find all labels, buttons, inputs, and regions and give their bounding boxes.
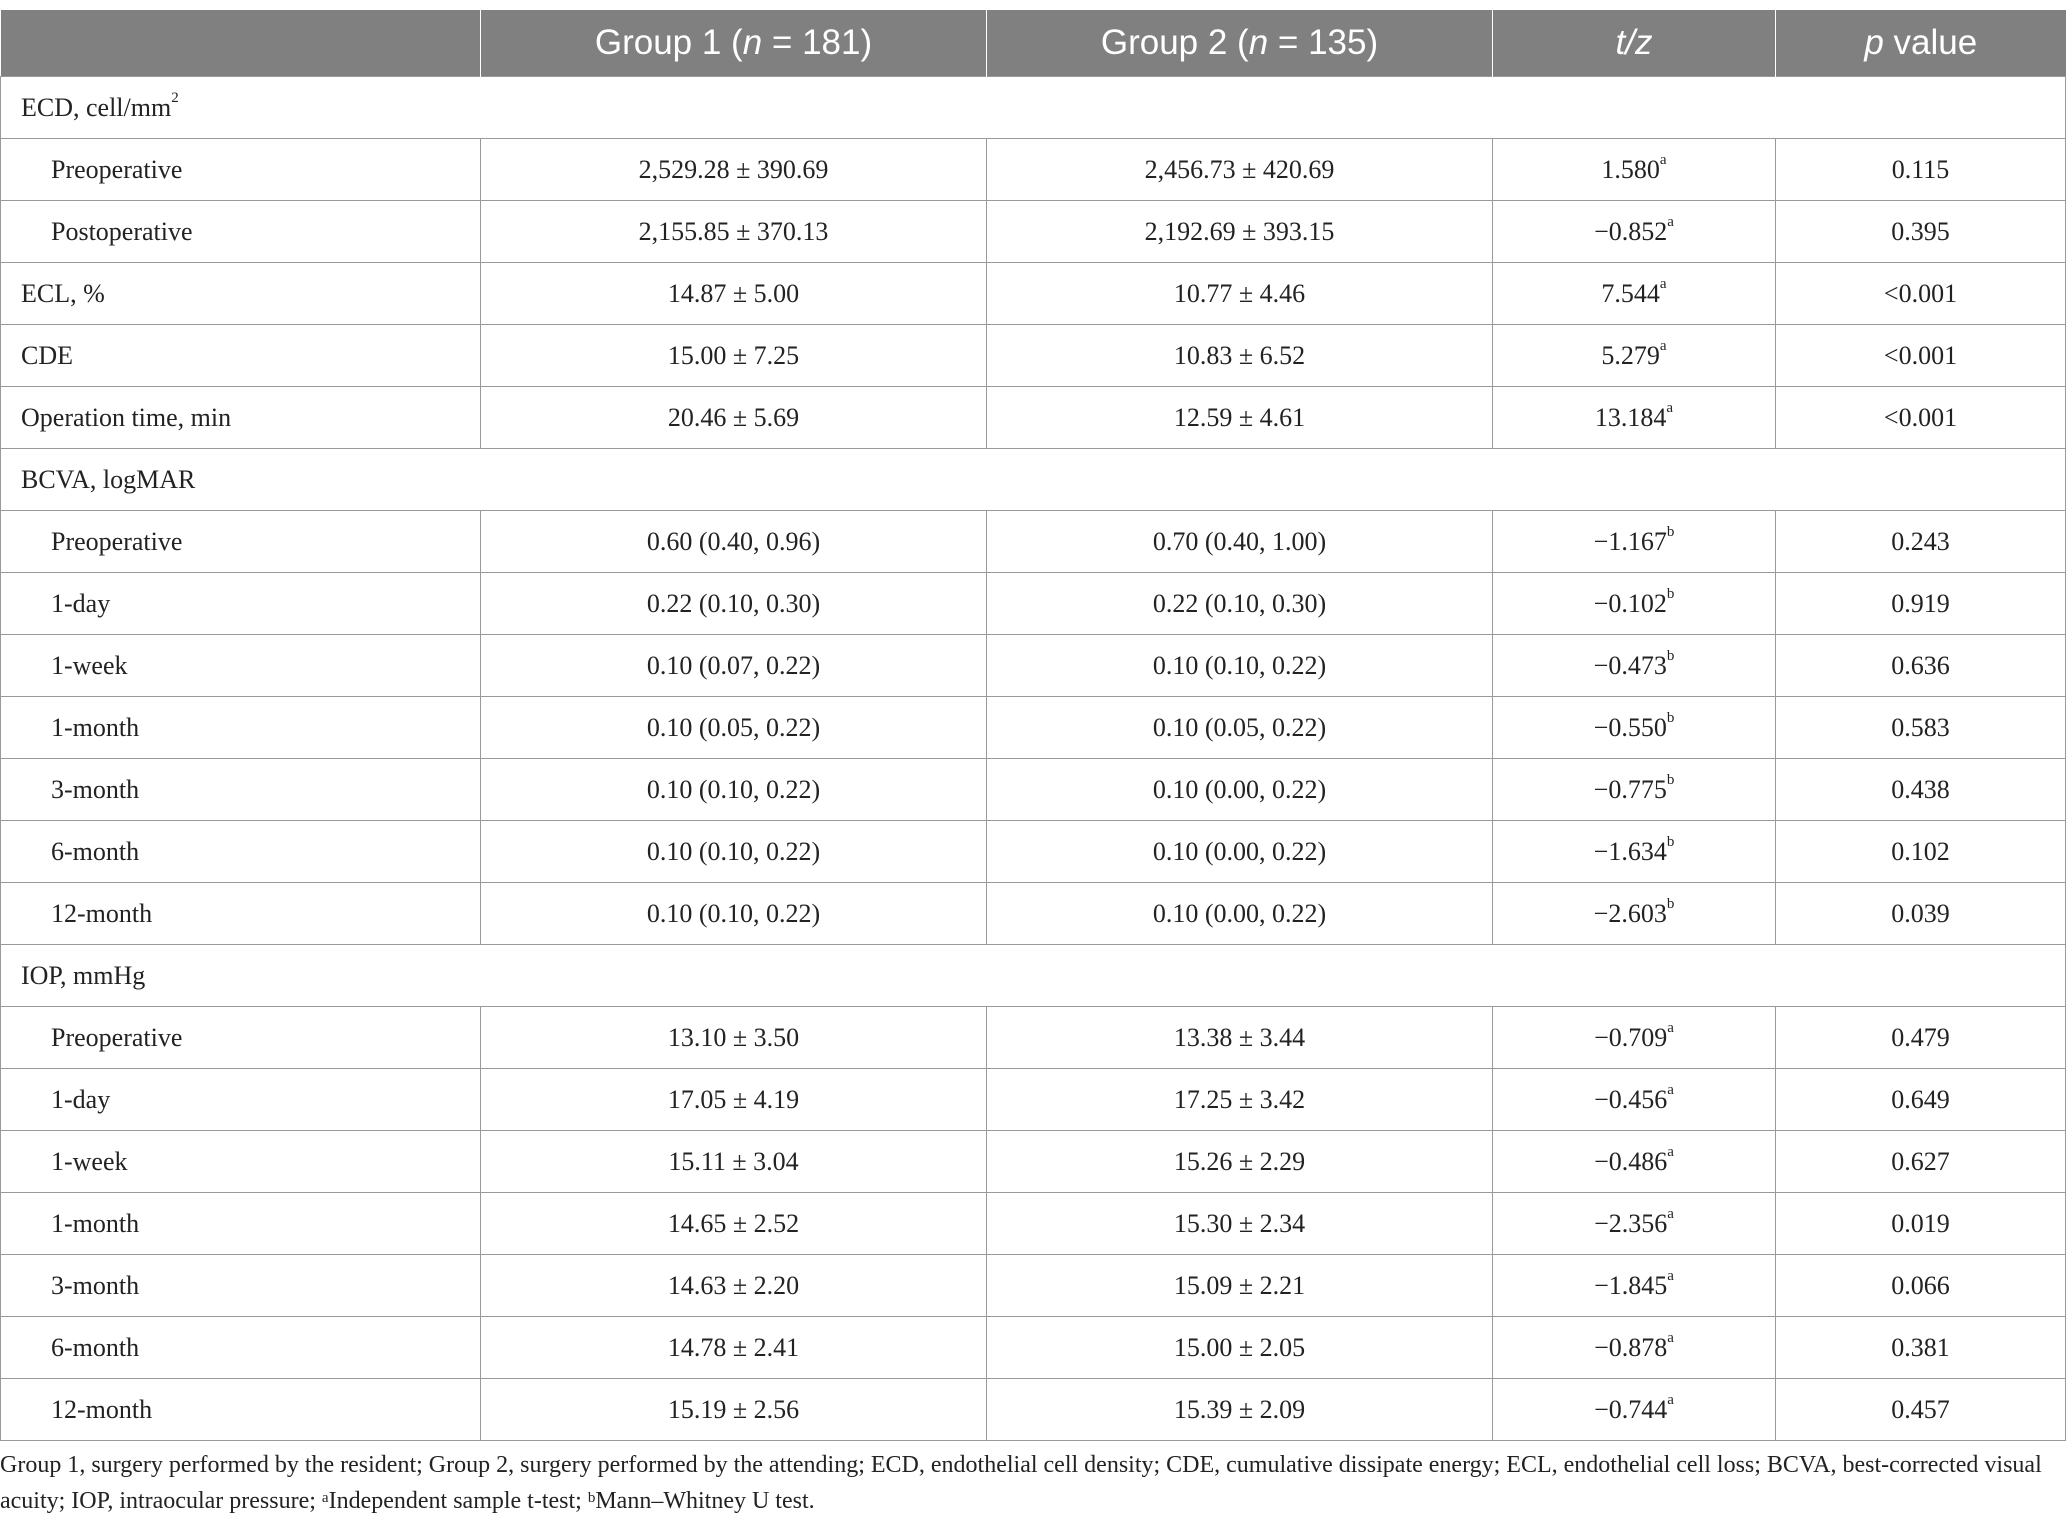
cell-tz: −0.878$^a$: [1493, 1317, 1776, 1379]
cell-pvalue: 0.636: [1776, 635, 2066, 697]
cell-tz: 7.544$^a$: [1493, 263, 1776, 325]
cell-pvalue: 0.381: [1776, 1317, 2066, 1379]
cell-tz: −0.473$^b$: [1493, 635, 1776, 697]
table-row: [1, 1379, 2066, 1441]
cell-pvalue: 0.627: [1776, 1131, 2066, 1193]
section-label: IOP, mmHg: [1, 945, 2066, 1007]
cell-tz: 5.279$^a$: [1493, 325, 1776, 387]
cell-group1: 14.78 ± 2.41: [481, 1317, 987, 1379]
results-table: [0, 10, 2066, 1441]
cell-group2: 10.83 ± 6.52: [987, 325, 1493, 387]
footnote-text-3: Mann–Whitney U test.: [595, 1488, 815, 1514]
cell-group1: 17.05 ± 4.19: [481, 1069, 987, 1131]
cell-pvalue: 0.438: [1776, 759, 2066, 821]
cell-tz: −0.775$^b$: [1493, 759, 1776, 821]
cell-tz: −2.356$^a$: [1493, 1193, 1776, 1255]
cell-pvalue: 0.102: [1776, 821, 2066, 883]
row-label: Operation time, min: [1, 387, 481, 449]
cell-group2: 0.10 (0.00, 0.22): [987, 759, 1493, 821]
row-label: 1-week: [1, 1131, 481, 1193]
cell-pvalue: 0.457: [1776, 1379, 2066, 1441]
cell-group1: 0.60 (0.40, 0.96): [481, 511, 987, 573]
footnote-sup-a: a: [321, 1490, 329, 1506]
footnote-text-1: Group 1, surgery performed by the resident; Group 2, surgery performed by the attending; ECD, endothelial cell density; CDE, cumulative dissipate energy; ECL, endothelial cell loss; BCVA, best-corrected visual acuity; IOP, intraocular pressure;: [0, 1452, 2048, 1514]
cell-group2: 0.10 (0.05, 0.22): [987, 697, 1493, 759]
cell-pvalue: 0.479: [1776, 1007, 2066, 1069]
cell-group2: 0.70 (0.40, 1.00): [987, 511, 1493, 573]
cell-tz: −0.456$^a$: [1493, 1069, 1776, 1131]
table-row: [1, 387, 2066, 449]
row-label: 12-month: [1, 1379, 481, 1441]
cell-group2: 12.59 ± 4.61: [987, 387, 1493, 449]
cell-group1: 0.10 (0.07, 0.22): [481, 635, 987, 697]
section-label: ECD, cell/$mm^2$: [1, 77, 2066, 139]
cell-group1: 0.10 (0.05, 0.22): [481, 697, 987, 759]
cell-group1: 15.11 ± 3.04: [481, 1131, 987, 1193]
cell-tz: −1.634$^b$: [1493, 821, 1776, 883]
cell-group2: 15.30 ± 2.34: [987, 1193, 1493, 1255]
row-label: 1-week: [1, 635, 481, 697]
row-label: 12-month: [1, 883, 481, 945]
cell-group2: 17.25 ± 3.42: [987, 1069, 1493, 1131]
cell-tz: −0.744$^a$: [1493, 1379, 1776, 1441]
row-label: Preoperative: [1, 511, 481, 573]
cell-pvalue: <0.001: [1776, 325, 2066, 387]
table-section-row: [1, 945, 2066, 1007]
table-row: [1, 821, 2066, 883]
table-row: [1, 325, 2066, 387]
cell-tz: −0.709$^a$: [1493, 1007, 1776, 1069]
cell-group2: 0.10 (0.00, 0.22): [987, 821, 1493, 883]
row-label: Preoperative: [1, 1007, 481, 1069]
cell-group1: 0.10 (0.10, 0.22): [481, 759, 987, 821]
cell-tz: −0.102$^b$: [1493, 573, 1776, 635]
row-label: 3-month: [1, 1255, 481, 1317]
cell-group2: 15.00 ± 2.05: [987, 1317, 1493, 1379]
section-label: BCVA, logMAR: [1, 449, 2066, 511]
table-row: [1, 759, 2066, 821]
cell-group2: 10.77 ± 4.46: [987, 263, 1493, 325]
footnote-sup-b: b: [587, 1490, 596, 1506]
table-row: [1, 697, 2066, 759]
cell-group1: 0.22 (0.10, 0.30): [481, 573, 987, 635]
table-section-row: [1, 77, 2066, 139]
table-row: [1, 1131, 2066, 1193]
cell-tz: −0.852$^a$: [1493, 201, 1776, 263]
table-body: [1, 77, 2066, 1441]
table-row: [1, 1255, 2066, 1317]
header-blank: [1, 10, 481, 77]
cell-group2: 2,456.73 ± 420.69: [987, 139, 1493, 201]
table-section-row: [1, 449, 2066, 511]
cell-group1: 2,529.28 ± 390.69: [481, 139, 987, 201]
cell-pvalue: 0.649: [1776, 1069, 2066, 1131]
cell-group1: 14.65 ± 2.52: [481, 1193, 987, 1255]
cell-group2: 0.22 (0.10, 0.30): [987, 573, 1493, 635]
table-row: [1, 1193, 2066, 1255]
table-row: [1, 263, 2066, 325]
table-row: [1, 635, 2066, 697]
table-row: [1, 511, 2066, 573]
cell-pvalue: 0.243: [1776, 511, 2066, 573]
table-footnote: [0, 1447, 2065, 1519]
cell-tz: −0.486$^a$: [1493, 1131, 1776, 1193]
cell-tz: −1.845$^a$: [1493, 1255, 1776, 1317]
cell-group1: 15.19 ± 2.56: [481, 1379, 987, 1441]
row-label: 1-month: [1, 1193, 481, 1255]
cell-pvalue: 0.019: [1776, 1193, 2066, 1255]
row-label: 1-day: [1, 1069, 481, 1131]
table-row: [1, 139, 2066, 201]
cell-group1: 15.00 ± 7.25: [481, 325, 987, 387]
cell-group2: 0.10 (0.00, 0.22): [987, 883, 1493, 945]
row-label: 6-month: [1, 1317, 481, 1379]
row-label: 6-month: [1, 821, 481, 883]
row-label: Postoperative: [1, 201, 481, 263]
cell-pvalue: 0.583: [1776, 697, 2066, 759]
table-row: [1, 1069, 2066, 1131]
cell-group2: 15.26 ± 2.29: [987, 1131, 1493, 1193]
cell-group1: 14.63 ± 2.20: [481, 1255, 987, 1317]
cell-group1: 13.10 ± 3.50: [481, 1007, 987, 1069]
table-row: [1, 201, 2066, 263]
table-row: [1, 1007, 2066, 1069]
table-container: [0, 10, 2067, 1441]
row-label: CDE: [1, 325, 481, 387]
cell-group1: 0.10 (0.10, 0.22): [481, 821, 987, 883]
cell-group2: 13.38 ± 3.44: [987, 1007, 1493, 1069]
cell-tz: −1.167$^b$: [1493, 511, 1776, 573]
cell-pvalue: 0.919: [1776, 573, 2066, 635]
cell-pvalue: 0.115: [1776, 139, 2066, 201]
cell-pvalue: 0.395: [1776, 201, 2066, 263]
cell-pvalue: 0.039: [1776, 883, 2066, 945]
cell-pvalue: <0.001: [1776, 263, 2066, 325]
header-pvalue: p value: [1776, 10, 2066, 77]
row-label: 3-month: [1, 759, 481, 821]
cell-group1: 14.87 ± 5.00: [481, 263, 987, 325]
table-row: [1, 573, 2066, 635]
row-label: Preoperative: [1, 139, 481, 201]
header-group1: Group 1 (n = 181): [481, 10, 987, 77]
cell-pvalue: <0.001: [1776, 387, 2066, 449]
cell-tz: 13.184$^a$: [1493, 387, 1776, 449]
header-group2: Group 2 (n = 135): [987, 10, 1493, 77]
cell-group2: 2,192.69 ± 393.15: [987, 201, 1493, 263]
cell-pvalue: 0.066: [1776, 1255, 2066, 1317]
header-tz: t/z: [1493, 10, 1776, 77]
cell-group2: 0.10 (0.10, 0.22): [987, 635, 1493, 697]
table-row: [1, 1317, 2066, 1379]
cell-tz: −0.550$^b$: [1493, 697, 1776, 759]
cell-group2: 15.39 ± 2.09: [987, 1379, 1493, 1441]
row-label: 1-month: [1, 697, 481, 759]
footnote-text-2: Independent sample t-test;: [328, 1488, 588, 1514]
row-label: ECL, %: [1, 263, 481, 325]
table-row: [1, 883, 2066, 945]
header-row: [1, 10, 2066, 77]
cell-group2: 15.09 ± 2.21: [987, 1255, 1493, 1317]
cell-group1: 0.10 (0.10, 0.22): [481, 883, 987, 945]
cell-tz: −2.603$^b$: [1493, 883, 1776, 945]
cell-group1: 20.46 ± 5.69: [481, 387, 987, 449]
cell-group1: 2,155.85 ± 370.13: [481, 201, 987, 263]
cell-tz: 1.580$^a$: [1493, 139, 1776, 201]
row-label: 1-day: [1, 573, 481, 635]
